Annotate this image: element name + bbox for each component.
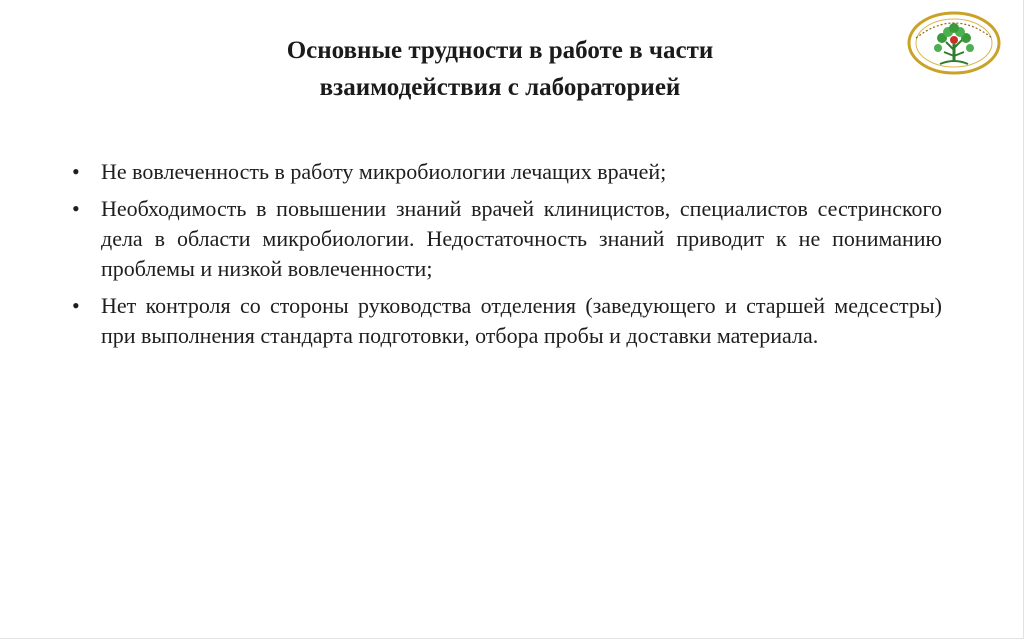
bullet-text: Нет контроля со стороны руководства отделения (заведующего и старшей медсестры) при выполнения стандарта подготовки, отбора пробы и доставки материала. [101, 293, 942, 348]
tree-emblem-icon [906, 10, 1002, 76]
list-item [72, 291, 942, 351]
bullet-marker: • [72, 159, 80, 184]
bullet-text: Необходимость в повышении знаний врачей клиницистов, специалистов сестринского дела в области микробиологии. Недостаточность знаний приводит к не пониманию проблемы и низкой вовлеченности; [101, 196, 942, 281]
title-line-2: взаимодействия с лабораторией [319, 74, 681, 101]
bullet-marker: • [72, 196, 80, 221]
bullet-list [72, 157, 942, 358]
list-item [72, 194, 942, 284]
bullet-text: Не вовлеченность в работу микробиологии лечащих врачей; [101, 159, 667, 184]
list-item [72, 157, 942, 187]
slide-title [150, 32, 850, 106]
title-line-1: Основные трудности в работе в части [286, 37, 714, 64]
bullet-marker: • [72, 293, 80, 318]
